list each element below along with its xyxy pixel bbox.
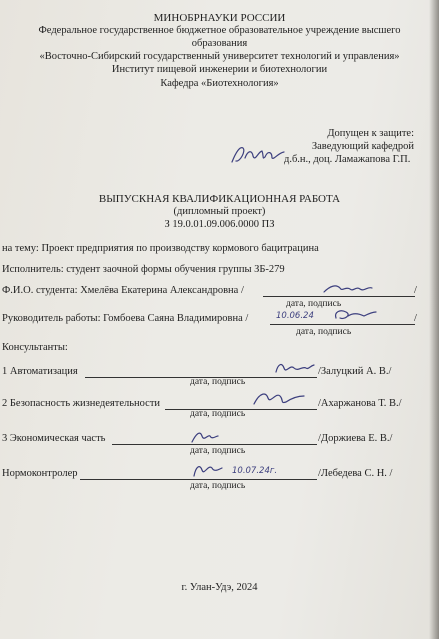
university-name: «Восточно-Сибирский государственный университет технологий и управления» — [39, 51, 400, 62]
student-caption: дата, подпись — [286, 299, 342, 309]
consultant-signature — [250, 388, 308, 410]
student-signature — [320, 280, 376, 298]
ministry-title: МИНОБРНАУКИ РОССИИ — [153, 12, 286, 24]
executor-line: Исполнитель: студент заочной формы обучения группы ЗБ-279 — [2, 264, 285, 275]
consultant-date: 10.07.24г. — [232, 466, 278, 476]
consultant-signature — [188, 460, 228, 482]
student-line: Ф.И.О. студента: Хмелёва Екатерина Александровна / — [2, 285, 244, 296]
page-edge-shadow — [429, 0, 439, 639]
head-name: д.б.н., доц. Ламажапова Г.П. — [284, 154, 411, 165]
supervisor-caption: дата, подпись — [296, 327, 352, 337]
supervisor-signature — [330, 306, 380, 324]
supervisor-signature-line — [270, 324, 415, 325]
consultant-caption: дата, подпись — [190, 409, 246, 419]
supervisor-date: 10.06.24 — [276, 311, 314, 321]
consultant-name: /Доржиева Е. В./ — [318, 433, 393, 444]
consultant-name: /Ахаржанова Т. В./ — [318, 398, 402, 409]
document-code: З 19.0.01.09.006.0000 ПЗ — [164, 219, 275, 230]
institution-line-1: Федеральное государственное бюджетное образовательное учреждение высшего — [38, 25, 401, 36]
topic-line: на тему: Проект предприятия по производству кормового бацитрацина — [2, 243, 319, 254]
admitted-label: Допущен к защите: — [327, 128, 414, 139]
consultant-name: /Залуцкий А. В./ — [318, 366, 392, 377]
consultant-name: /Лебедева С. Н. / — [318, 468, 393, 479]
institution-line-2: образования — [191, 38, 248, 49]
institute-name: Институт пищевой инженерии и биотехнологии — [111, 64, 328, 75]
consultant-caption: дата, подпись — [190, 377, 246, 387]
consultant-caption: дата, подпись — [190, 481, 246, 491]
supervisor-line: Руководитель работы: Гомбоева Саяна Владимировна / — [2, 313, 249, 324]
city-year: г. Улан-Удэ, 2024 — [181, 582, 258, 593]
supervisor-slash: / — [414, 313, 417, 324]
consultants-heading: Консультанты: — [2, 342, 68, 353]
head-title: Заведующий кафедрой — [311, 141, 414, 152]
consultant-label: 3 Экономическая часть — [2, 433, 106, 444]
consultant-label: 1 Автоматизация — [2, 366, 78, 377]
student-slash: / — [414, 285, 417, 296]
consultant-signature — [186, 426, 222, 446]
consultant-label: Нормоконтролер — [2, 468, 78, 479]
consultant-caption: дата, подпись — [190, 446, 246, 456]
department-name: Кафедра «Биотехнология» — [160, 78, 279, 89]
head-signature — [228, 140, 290, 168]
work-title: ВЫПУСКНАЯ КВАЛИФИКАЦИОННАЯ РАБОТА — [98, 193, 341, 205]
work-subtitle: (дипломный проект) — [173, 206, 266, 217]
consultant-signature — [272, 358, 316, 378]
consultant-label: 2 Безопасность жизнедеятельности — [2, 398, 161, 409]
